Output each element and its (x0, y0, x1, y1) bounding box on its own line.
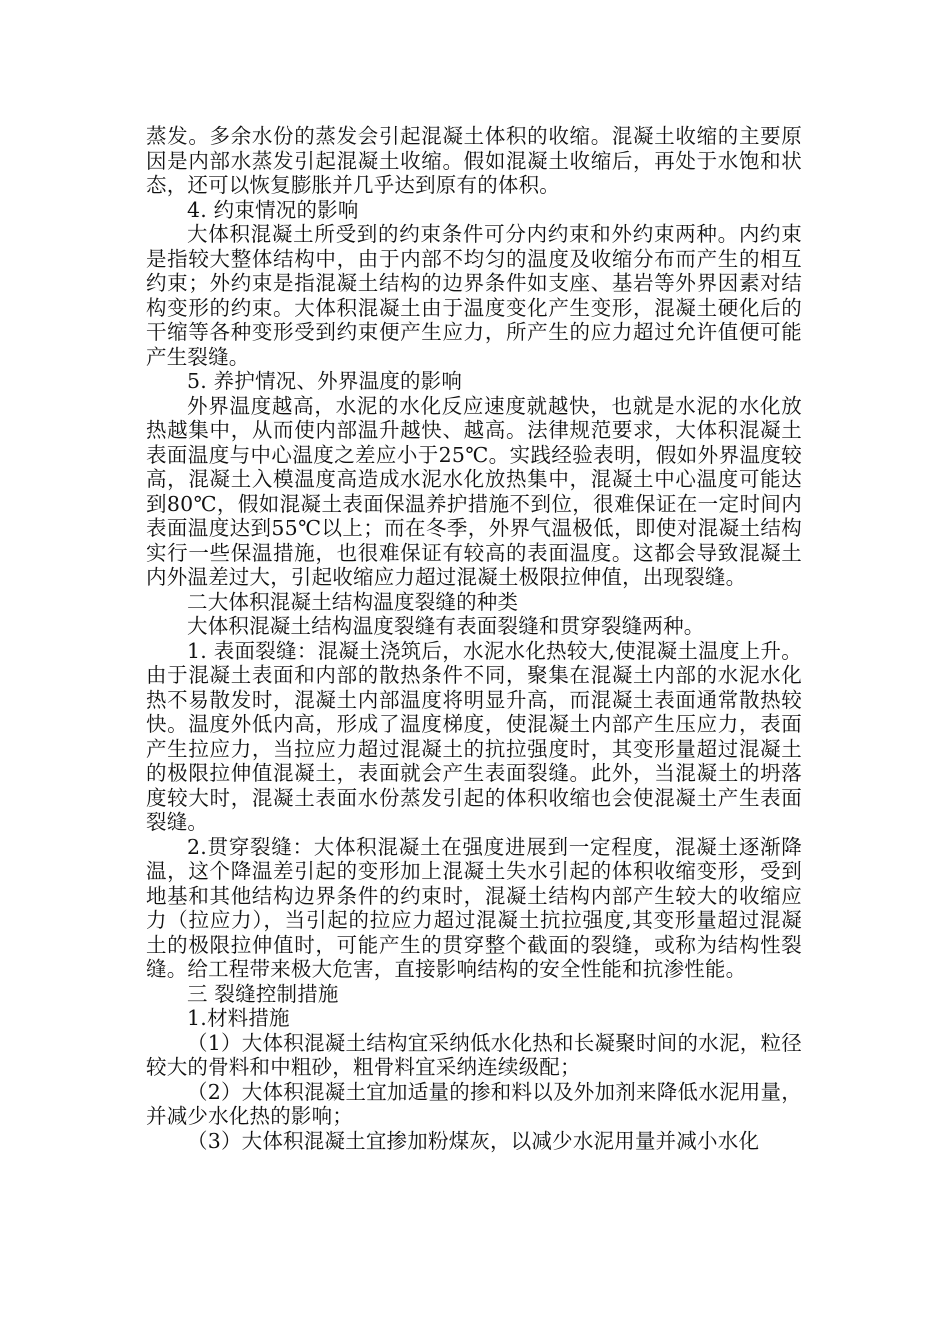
heading-crack-types: 二大体积混凝土结构温度裂缝的种类 (187, 589, 519, 614)
paragraph-curing-temperature: 外界温度越高，水泥的水化反应速度就越快，也就是水泥的水化放热越集中，从而使内部温升越快、越高。法律规范要求，大体积混凝土表面温度与中心温度之差应小于25℃。实践经验表明，假如外界温度较高，混凝土入模温度高造成水泥水化放热集中，混凝土中心温度可能达到80℃，假如混凝土表面保温养护措施不到位，很难保证在一定时间内表面温度达到55℃以上；而在冬季，外界气温极低，即使对混凝土结构实行一些保温措施，也很难保证有较高的表面温度。这都会导致混凝土内外温差过大，引起收缩应力超过混凝土极限拉伸值，出现裂缝。 (146, 393, 802, 589)
heading-curing-temperature: 5. 养护情况、外界温度的影响 (187, 369, 463, 393)
heading-constraint: 4. 约束情况的影响 (187, 197, 359, 222)
paragraph-evaporation: 蒸发。多余水份的蒸发会引起混凝土体积的收缩。混凝土收缩的主要原因是内部水蒸发引起混凝土收缩。假如混凝土收缩后，再处于水饱和状态，还可以恢复膨胀并几乎达到原有的体积。 (146, 124, 802, 197)
paragraph-measure-2: （2）大体积混凝土宜加适量的掺和料以及外加剂来降低水泥用量，并减少水化热的影响； (146, 1079, 802, 1128)
heading-material-measures: 1.材料措施 (187, 1006, 290, 1030)
paragraph-constraint: 大体积混凝土所受到的约束条件可分内约束和外约束两种。内约束是指较大整体结构中，由于内部不均匀的温度及收缩分布而产生的相互约束；外约束是指混凝土结构的边界条件如支座、基岩等外界因素对结构变形的约束。大体积混凝土由于温度变化产生变形，混凝土硬化后的干缩等各种变形受到约束便产生应力，所产生的应力超过允许值便可能产生裂缝。 (146, 222, 802, 369)
paragraph-surface-cracks: 1. 表面裂缝：混凝土浇筑后，水泥水化热较大,使混凝土温度上升。由于混凝土表面和内部的散热条件不同，聚集在混凝土内部的水泥水化热不易散发时，混凝土内部温度将明显升高，而混凝土表面通常散热较快。温度外低内高，形成了温度梯度，使混凝土内部产生压应力，表面产生拉应力，当拉应力超过混凝土的抗拉强度时，其变形量超过混凝土的极限拉伸值混凝土，表面就会产生表面裂缝。此外，当混凝土的坍落度较大时，混凝土表面水份蒸发引起的体积收缩也会使混凝土产生表面裂缝。 (146, 638, 802, 834)
paragraph-through-cracks: 2.贯穿裂缝：大体积混凝土在强度进展到一定程度，混凝土逐渐降温，这个降温差引起的变形加上混凝土失水引起的体积收缩变形，受到地基和其他结构边界条件的约束时，混凝土结构内部产生较大的收缩应力（拉应力），当引起的拉应力超过混凝土抗拉强度,其变形量超过混凝土的极限拉伸值时，可能产生的贯穿整个截面的裂缝，或称为结构性裂缝。给工程带来极大危害，直接影响结构的安全性能和抗渗性能。 (146, 834, 802, 981)
paragraph-measure-3: （3）大体积混凝土宜掺加粉煤灰，以减少水泥用量并减小水化 (187, 1128, 760, 1153)
document-page (146, 124, 802, 1153)
paragraph-measure-1: （1）大体积混凝土结构宜采纳低水化热和长凝聚时间的水泥，粒径较大的骨料和中粗砂，粗骨料宜采纳连续级配； (146, 1030, 802, 1079)
heading-control-measures: 三 裂缝控制措施 (187, 981, 339, 1006)
paragraph-crack-types-intro: 大体积混凝土结构温度裂缝有表面裂缝和贯穿裂缝两种。 (187, 614, 705, 638)
